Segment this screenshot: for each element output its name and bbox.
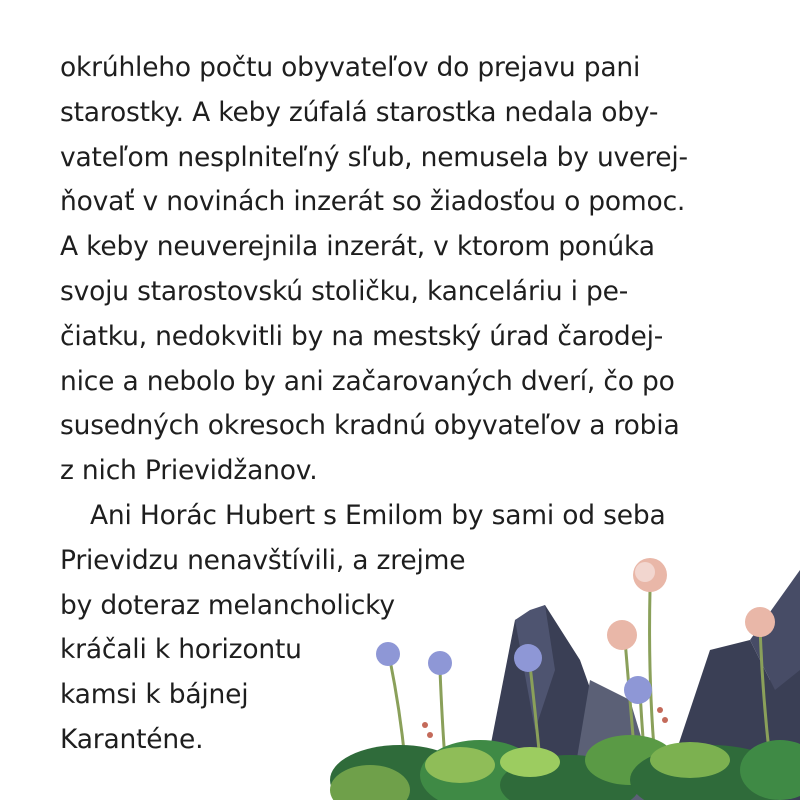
text-line: okrúhleho počtu obyvateľov do prejavu pani [60, 52, 641, 83]
text-line: starostky. A keby zúfalá starostka nedala oby- [60, 96, 659, 128]
landscape-illustration [330, 530, 800, 800]
text-line: čiatku, nedokvitli by na mestský úrad čarodej- [60, 320, 664, 352]
text-line: kráčali k horizontu [60, 634, 302, 666]
text-line: Prievidzu nenavštívili, a zrejme [60, 544, 466, 576]
text-line: svoju starostovskú stoličku, kanceláriu i pe- [60, 275, 629, 307]
text-line: by doteraz melancholicky [60, 589, 395, 621]
text-line: z nich Prievidžanov. [60, 455, 318, 487]
text-line: kamsi k bájnej [60, 679, 249, 711]
text-line: susedných okresoch kradnú obyvateľov a robia [60, 410, 680, 442]
paragraph-1 [60, 46, 760, 494]
text-line: A keby neuverejnila inzerát, v ktorom ponúka [60, 231, 655, 263]
text-line: Ani Horác Hubert s Emilom by sami od seba [90, 499, 666, 531]
text-line: vateľom nesplniteľný sľub, nemusela by uverej- [60, 141, 688, 173]
text-line: ňovať v novinách inzerát so žiadosťou o pomoc. [60, 186, 686, 218]
text-line: Karanténe. [60, 723, 204, 755]
text-line: nice a nebolo by ani začarovaných dverí, čo po [60, 365, 675, 397]
